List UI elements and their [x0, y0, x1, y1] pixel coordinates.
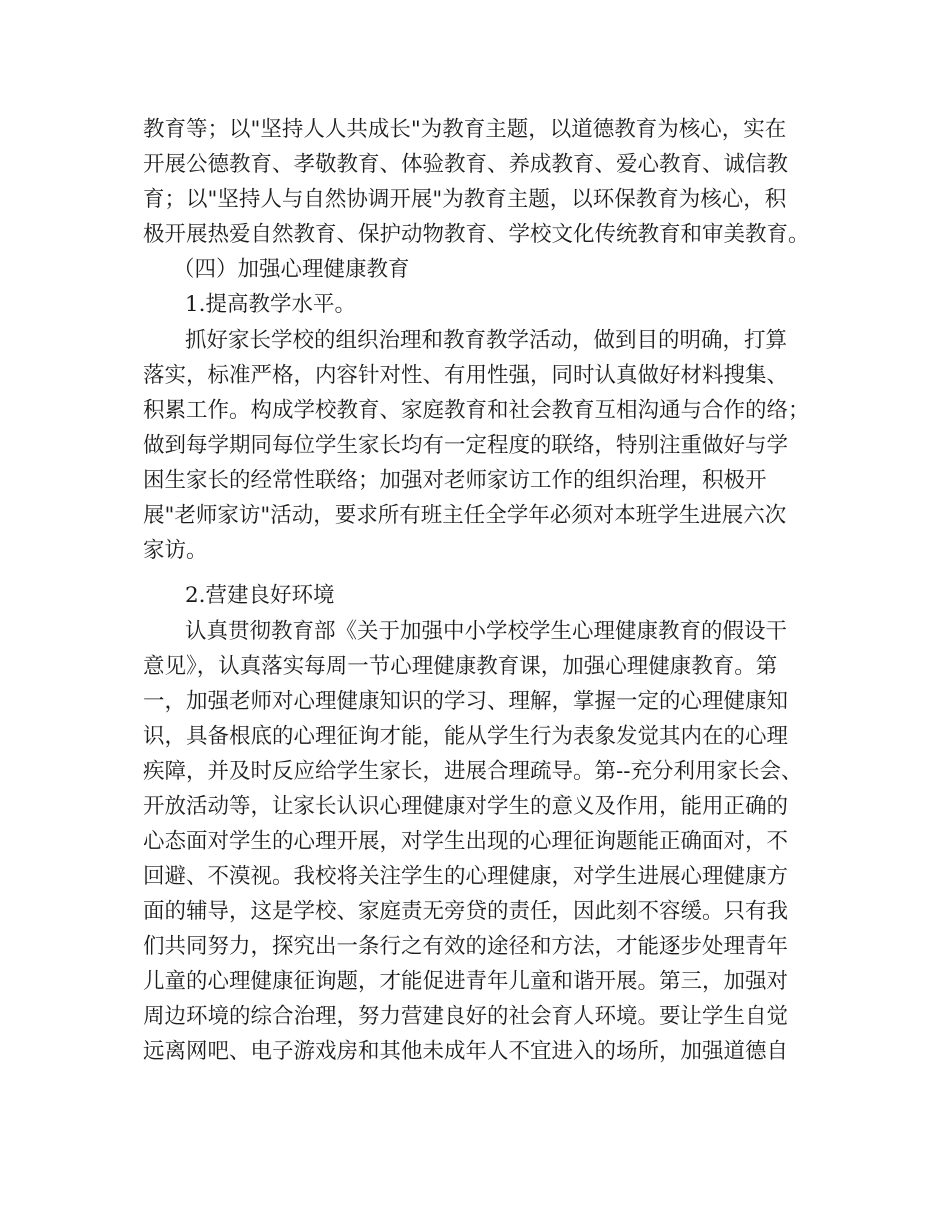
- text-line: 们共同努力，探究出一条行之有效的途径和方法，才能逐步处理青年: [143, 934, 789, 959]
- text-line: 心态面对学生的心理开展，对学生出现的心理征询题能正确面对，不: [143, 829, 789, 854]
- text-line: 周边环境的综合治理，努力营建良好的社会育人环境。要让学生自觉: [143, 1004, 789, 1029]
- text-line: 识，具备根底的心理征询才能，能从学生行为表象发觉其内在的心理: [143, 724, 789, 749]
- text-line: 家访。: [143, 538, 208, 563]
- text-line: 做到每学期同每位学生家长均有一定程度的联络，特别注重做好与学: [143, 433, 789, 458]
- section-heading: （四）加强心理健康教育: [173, 257, 410, 282]
- text-line: 抓好家长学校的组织治理和教育教学活动，做到目的明确，打算: [185, 328, 788, 353]
- text-line: 远离网吧、电子游戏房和其他未成年人不宜进入的场所，加强道德自: [143, 1039, 789, 1064]
- text-line: 开展公德教育、孝敬教育、体验教育、养成教育、爱心教育、诚信教: [143, 152, 789, 177]
- text-line: 展"老师家访"活动，要求所有班主任全学年必须对本班学生进展六次: [143, 503, 787, 528]
- text-line: 面的辅导，这是学校、家庭责无旁贷的责任，因此刻不容缓。只有我: [143, 899, 789, 924]
- text-line: 意见》，认真落实每周一节心理健康教育课，加强心理健康教育。第: [143, 654, 778, 679]
- text-line: 疾障，并及时反应给学生家长，进展合理疏导。第--充分利用家长会、: [143, 759, 803, 784]
- text-line: 积累工作。构成学校教育、家庭教育和社会教育互相沟通与合作的络；: [143, 398, 810, 423]
- text-line: 困生家长的经常性联络；加强对老师家访工作的组织治理，积极开: [143, 468, 767, 493]
- text-line: 育；以"坚持人与自然协调开展"为教育主题，以环保教育为核心，积: [143, 187, 787, 212]
- subsection-heading: 2.营建良好环境: [185, 583, 335, 608]
- subsection-heading: 1.提高教学水平。: [185, 292, 357, 317]
- text-line: 一，加强老师对心理健康知识的学习、理解，掌握一定的心理健康知: [143, 689, 789, 714]
- text-line: 认真贯彻教育部《关于加强中小学校学生心理健康教育的假设干: [185, 619, 788, 644]
- text-line: 教育等；以"坚持人人共成长"为教育主题，以道德教育为核心，实在: [143, 117, 787, 142]
- text-line: 儿童的心理健康征询题，才能促进青年儿童和谐开展。第三，加强对: [143, 969, 789, 994]
- text-line: 开放活动等，让家长认识心理健康对学生的意义及作用，能用正确的: [143, 794, 789, 819]
- text-line: 落实，标准严格，内容针对性、有用性强，同时认真做好材料搜集、: [143, 363, 789, 388]
- text-line: 回避、不漠视。我校将关注学生的心理健康，对学生进展心理健康方: [143, 864, 789, 889]
- text-line: 极开展热爱自然教育、保护动物教育、学校文化传统教育和审美教育。: [143, 222, 810, 247]
